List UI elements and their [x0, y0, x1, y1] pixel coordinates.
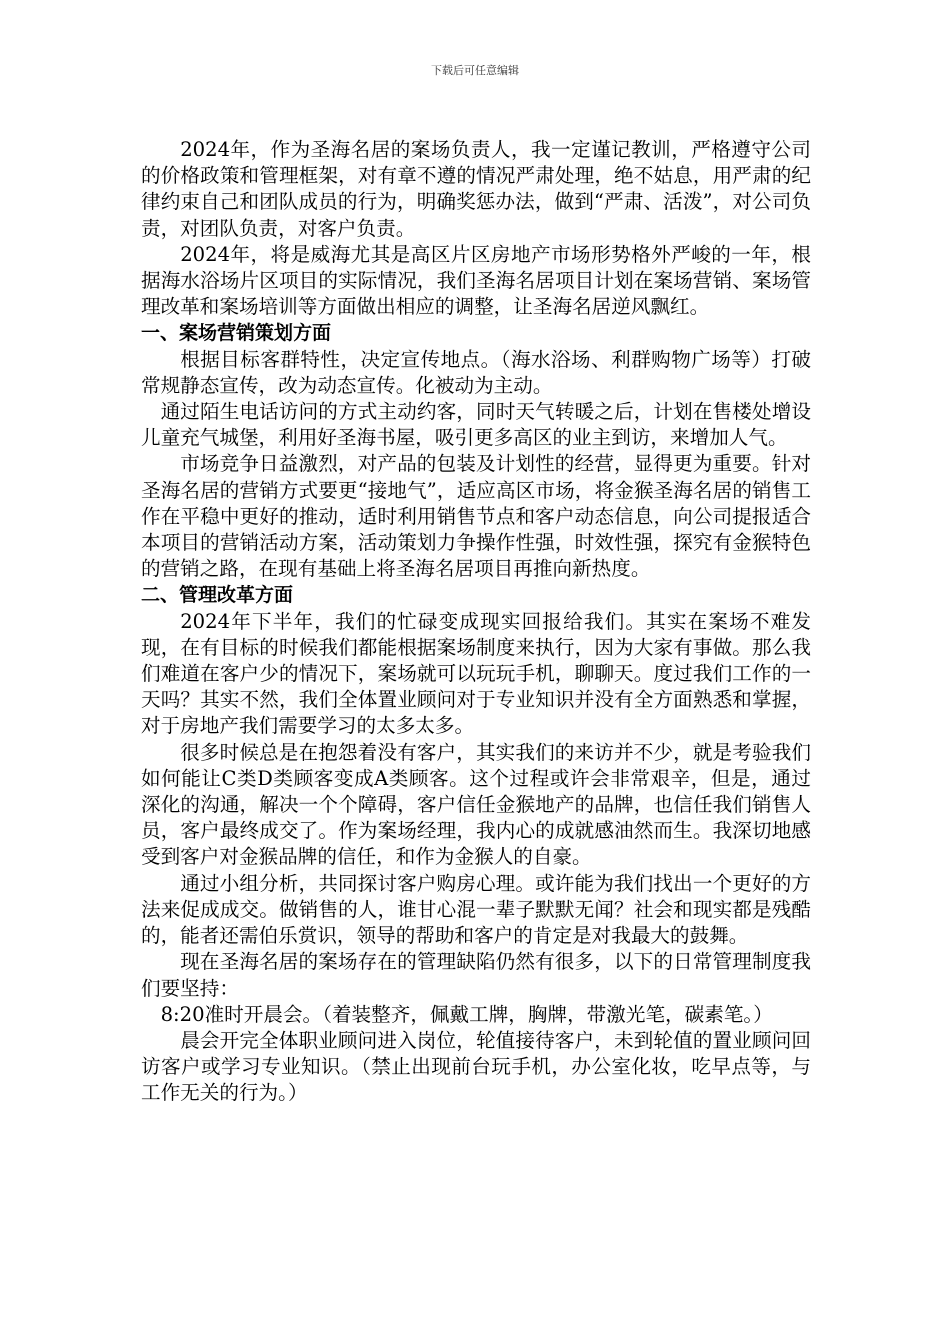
paragraph-9: 现在圣海名居的案场存在的管理缺陷仍然有很多，以下的日常管理制度我们要坚持： [141, 950, 811, 1000]
paragraph-4: 通过陌生电话访问的方式主动约客，同时天气转暖之后，计划在售楼处增设儿童充气城堡，利用好圣海书屋，吸引更多高区的业主到访，来增加人气。 [141, 400, 811, 450]
section-heading-1: 一、案场营销策划方面 [141, 322, 332, 345]
paragraph-5: 市场竞争日益激烈，对产品的包装及计划性的经营，显得更为重要。针对圣海名居的营销方式要更“接地气”，适应高区市场，将金猴圣海名居的销售工作在平稳中更好的推动，适时利用销售节点和客户动态信息，向公司提报适合本项目的营销活动方案，活动策划力争操作性强，时效性强，探究有金猴特色的营销之路，在现有基础上将圣海名居项目再推向新热度。 [141, 452, 811, 581]
page-header: 下载后可任意编辑 [431, 64, 519, 77]
paragraph-3: 根据目标客群特性，决定宣传地点。（海水浴场、利群购物广场等）打破常规静态宣传，改为动态宣传。化被动为主动。 [141, 347, 811, 397]
paragraph-7: 很多时候总是在抱怨着没有客户，其实我们的来访并不少，就是考验我们如何能让C类D类顾客变成A类顾客。这个过程或许会非常艰辛，但是，通过深化的沟通，解决一个个障碍，客户信任金猴地产的品牌，也信任我们销售人员，客户最终成交了。作为案场经理，我内心的成就感油然而生。我深切地感受到客户对金猴品牌的信任，和作为金猴人的自豪。 [141, 740, 811, 869]
section-heading-2: 二、管理改革方面 [141, 584, 294, 607]
paragraph-6: 2024年下半年，我们的忙碌变成现实回报给我们。其实在案场不难发现，在有目标的时候我们都能根据案场制度来执行，因为大家有事做。那么我们难道在客户少的情况下，案场就可以玩玩手机，聊聊天。度过我们工作的一天吗？其实不然，我们全体置业顾问对于专业知识并没有全方面熟悉和掌握，对于房地产我们需要学习的太多太多。 [141, 609, 811, 738]
paragraph-8: 通过小组分析，共同探讨客户购房心理。或许能为我们找出一个更好的方法来促成成交。做销售的人，谁甘心混一辈子默默无闻？社会和现实都是残酷的，能者还需伯乐赏识，领导的帮助和客户的肯定是对我最大的鼓舞。 [141, 871, 811, 948]
paragraph-11: 晨会开完全体职业顾问进入岗位，轮值接待客户，未到轮值的置业顾问回访客户或学习专业知识。（禁止出现前台玩手机，办公室化妆，吃早点等，与工作无关的行为。） [141, 1028, 811, 1105]
paragraph-10: 8:20准时开晨会。（着装整齐，佩戴工牌，胸牌，带激光笔，碳素笔。） [160, 1002, 773, 1026]
paragraph-1: 2024年，作为圣海名居的案场负责人，我一定谨记教训，严格遵守公司的价格政策和管理框架，对有章不遵的情况严肃处理，绝不姑息，用严肃的纪律约束自己和团队成员的行为，明确奖惩办法，做到“严肃、活泼”，对公司负责，对团队负责，对客户负责。 [141, 138, 811, 240]
paragraph-2: 2024年，将是威海尤其是高区片区房地产市场形势格外严峻的一年，根据海水浴场片区项目的实际情况，我们圣海名居项目计划在案场营销、案场管理改革和案场培训等方面做出相应的调整，让圣海名居逆风飘红。 [141, 242, 811, 319]
document-body [141, 137, 811, 1107]
